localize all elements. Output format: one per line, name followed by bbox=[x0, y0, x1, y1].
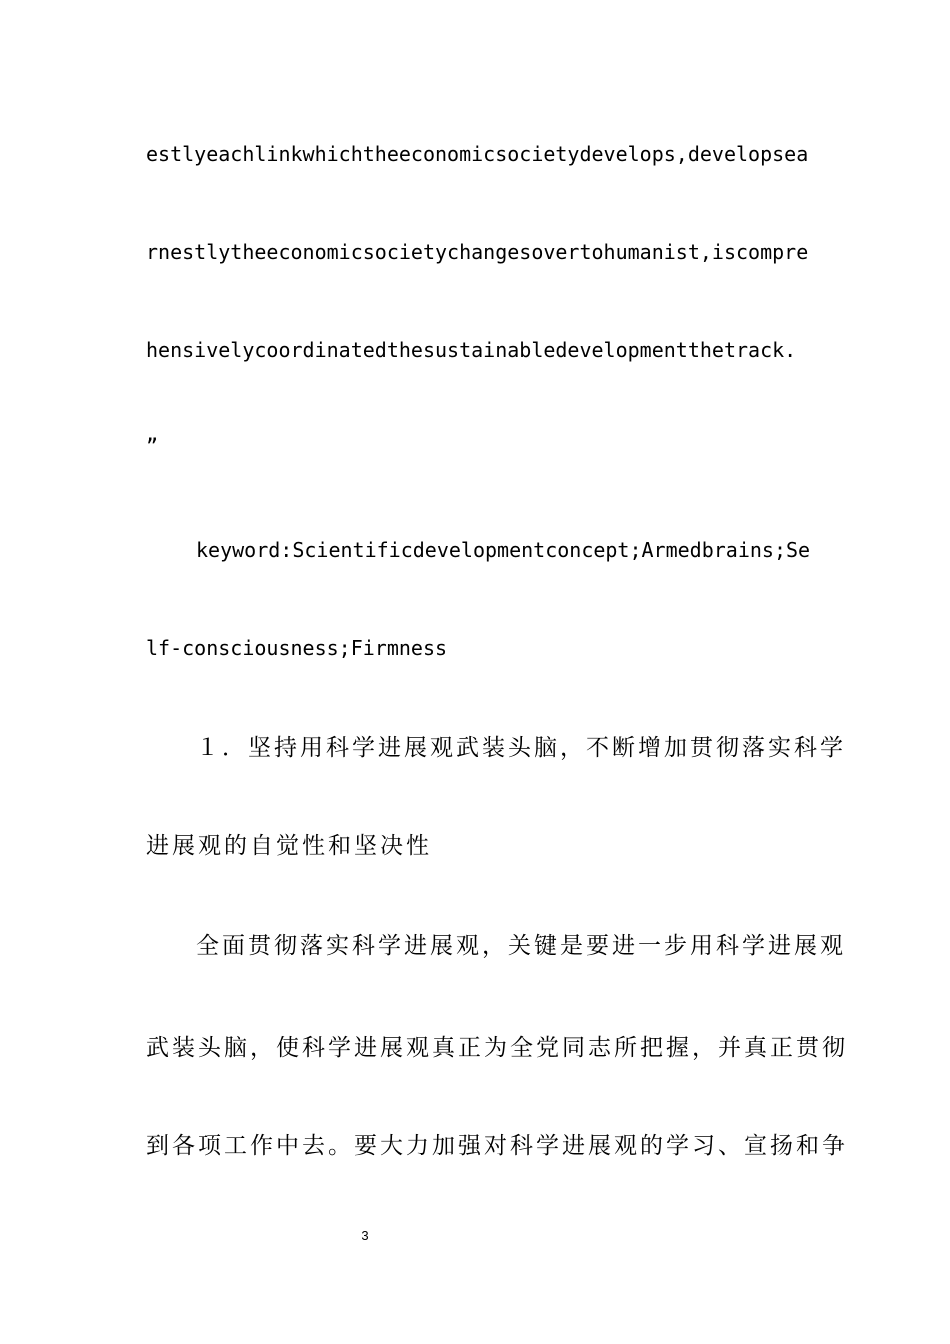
section-heading-line-1: １．坚持用科学进展观武装头脑，不断增加贯彻落实科学 bbox=[196, 735, 846, 761]
abstract-line-3: hensivelycoordinatedthesustainabledevelopmentthetrack. bbox=[146, 338, 797, 362]
abstract-line-1: estlyeachlinkwhichtheeconomicsocietydevelops,developsea bbox=[146, 142, 809, 166]
keyword-line-2: lf-consciousness;Firmness bbox=[146, 636, 448, 660]
body-line-1: 全面贯彻落实科学进展观，关键是要进一步用科学进展观 bbox=[196, 933, 846, 959]
body-line-2: 武装头脑，使科学进展观真正为全党同志所把握，并真正贯彻 bbox=[146, 1035, 848, 1061]
abstract-line-2: rnestlytheeconomicsocietychangesovertohumanist,iscompre bbox=[146, 240, 809, 264]
section-heading-line-2: 进展观的自觉性和坚决性 bbox=[146, 833, 432, 859]
closing-quote: ” bbox=[146, 434, 159, 458]
body-line-3: 到各项工作中去。要大力加强对科学进展观的学习、宣扬和争 bbox=[146, 1133, 848, 1159]
page-number: 3 bbox=[361, 1228, 369, 1243]
keyword-line-1: keyword:Scientificdevelopmentconcept;Armedbrains;Se bbox=[196, 538, 811, 562]
